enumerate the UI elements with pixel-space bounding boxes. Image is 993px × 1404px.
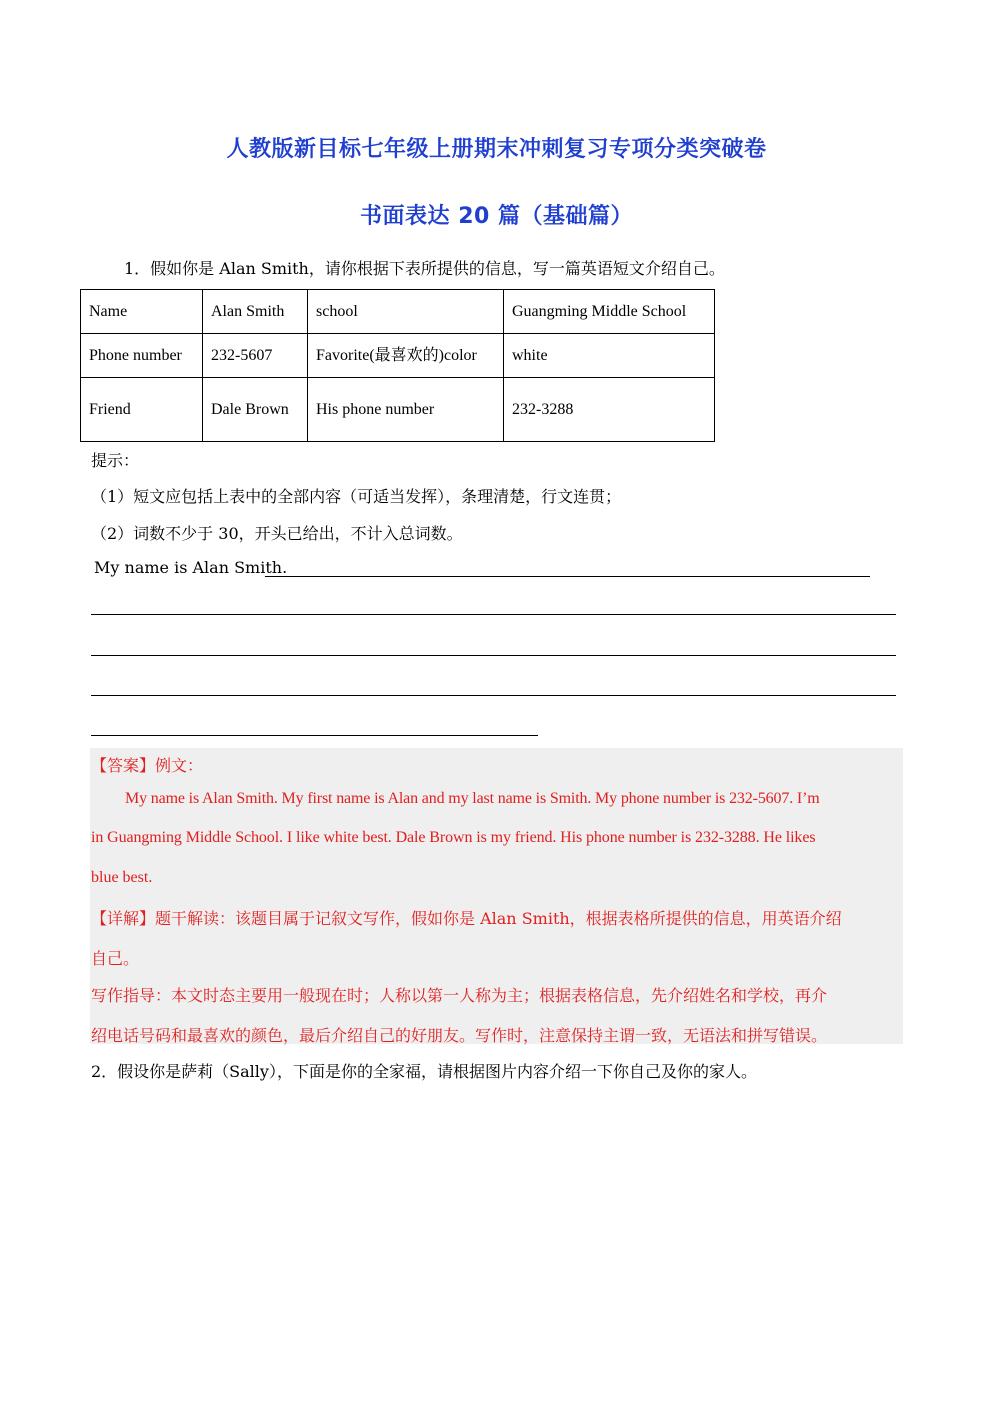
answer-blank-line bbox=[91, 695, 896, 696]
table-cell: 232-3288 bbox=[504, 378, 715, 442]
hint-1: （1）短文应包括上表中的全部内容（可适当发挥），条理清楚，行文连贯； bbox=[91, 487, 622, 506]
question-1-prompt: 1．假如你是 Alan Smith，请你根据下表所提供的信息，写一篇英语短文介绍自己。 bbox=[124, 259, 725, 278]
answer-line-3: blue best. bbox=[91, 869, 153, 886]
answer-line-2: in Guangming Middle School. I like white best. Dale Brown is my friend. His phone number is 232-3288. He likes bbox=[91, 829, 816, 846]
answer-blank-line bbox=[91, 655, 896, 656]
table-cell: Dale Brown bbox=[203, 378, 308, 442]
table-cell: Guangming Middle School bbox=[504, 290, 715, 334]
table-cell: Name bbox=[81, 290, 203, 334]
table-cell: Friend bbox=[81, 378, 203, 442]
table-row bbox=[81, 290, 715, 334]
answer-blank-line bbox=[91, 614, 896, 615]
answer-blank-line bbox=[91, 735, 538, 736]
guide-line-1: 写作指导：本文时态主要用一般现在时；人称以第一人称为主；根据表格信息，先介绍姓名和学校，再介 bbox=[91, 986, 828, 1005]
document-title: 人教版新目标七年级上册期末冲刺复习专项分类突破卷 bbox=[226, 137, 767, 162]
table-row bbox=[81, 378, 715, 442]
table-row bbox=[81, 334, 715, 378]
table-cell: white bbox=[504, 334, 715, 378]
table-cell: Favorite(最喜欢的)color bbox=[308, 334, 504, 378]
question-2-prompt: 2．假设你是萨莉（Sally），下面是你的全家福，请根据图片内容介绍一下你自己及你的家人。 bbox=[91, 1062, 757, 1081]
table-cell: His phone number bbox=[308, 378, 504, 442]
hint-2: （2）词数不少于 30，开头已给出，不计入总词数。 bbox=[91, 524, 463, 543]
answer-blank-line bbox=[265, 576, 870, 577]
info-table bbox=[80, 289, 715, 442]
answer-label: 【答案】例文： bbox=[91, 756, 204, 775]
guide-line-2: 绍电话号码和最喜欢的颜色，最后介绍自己的好朋友。写作时，注意保持主谓一致，无语法和拼写错误。 bbox=[91, 1026, 828, 1045]
table-cell: 232-5607 bbox=[203, 334, 308, 378]
document-subtitle: 书面表达 20 篇（基础篇） bbox=[360, 204, 633, 229]
answer-line-1: My name is Alan Smith. My first name is Alan and my last name is Smith. My phone number is 232-5607. I’m bbox=[125, 790, 820, 807]
table-cell: Phone number bbox=[81, 334, 203, 378]
detail-line-2: 自己。 bbox=[91, 949, 140, 968]
detail-line-1: 【详解】题干解读：该题目属于记叙文写作，假如你是 Alan Smith，根据表格所提供的信息，用英语介绍 bbox=[91, 909, 842, 928]
hint-label: 提示： bbox=[91, 451, 140, 470]
essay-opening: My name is Alan Smith. bbox=[94, 558, 288, 577]
table-cell: school bbox=[308, 290, 504, 334]
table-cell: Alan Smith bbox=[203, 290, 308, 334]
